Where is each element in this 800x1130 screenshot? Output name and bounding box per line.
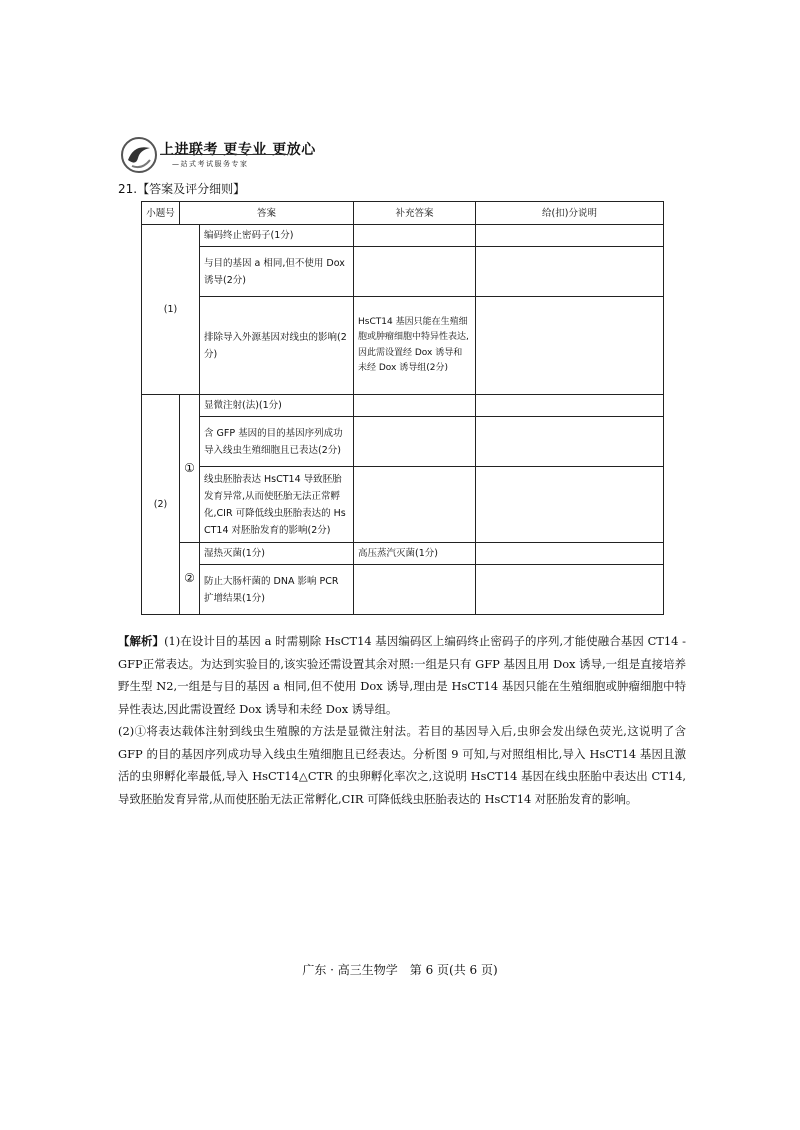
table-row [142,467,664,543]
answer-cell: 湿热灭菌(1分) [200,543,354,565]
note-cell [476,543,664,565]
brand-tagline: —站式考试服务专家 [172,160,249,168]
note-cell [476,247,664,297]
logo-swirl-icon [120,136,158,174]
page-footer: 广东 · 高三生物学 第 6 页(共 6 页) [302,963,498,977]
answer-cell: 线虫胚胎表达 HsCT14 导致胚胎发育异常,从而使胚胎无法正常孵化,CIR 可降低线虫胚胎表达的 HsCT14 对胚胎发育的影响(2分) [200,467,354,543]
analysis-section [118,630,686,810]
analysis-part-1: (1)在设计目的基因 a 时需剔除 HsCT14 基因编码区上编码终止密码子的序列,才能使融合基因 CT14 - GFP正常表达。为达到实验目的,该实验还需设置其余对照:一组是只有 GFP 基因且用 Dox 诱导,一组是直接培养野生型 N2,一组是与目的基因 a 相同,但不使用 Dox 诱导,理由是 HsCT14 基因只能在生殖细胞或肿瘤细胞中特异性表达,因此需设置经 Dox 诱导和未经 Dox 诱导组。 [118,634,686,716]
part-1-label: (1) [142,225,200,395]
note-cell [476,395,664,417]
analysis-label: 【解析】 [118,634,165,648]
answer-cell: 编码终止密码子(1分) [200,225,354,247]
header-extra: 补充答案 [354,202,476,225]
table-row [142,297,664,395]
table-row [142,225,664,247]
note-cell [476,467,664,543]
extra-cell [354,247,476,297]
question-title: 21.【答案及评分细则】 [118,182,246,196]
answer-cell: 与目的基因 a 相同,但不使用 Dox 诱导(2分) [200,247,354,297]
note-cell [476,417,664,467]
analysis-part-2: (2)①将表达载体注射到线虫生殖腺的方法是显微注射法。若目的基因导入后,虫卵会发出绿色荧光,这说明了含 GFP 的目的基因序列成功导入线虫生殖细胞且已经表达。分析图 9 可知,与对照组相比,导入 HsCT14 基因且激活的虫卵孵化率最低,导入 HsCT14△CTR 的虫卵孵化率次之,这说明 HsCT14 基因在线虫胚胎中表达出 CT14,导致胚胎发育异常,从而使胚胎无法正常孵化,CIR 可降低线虫胚胎表达的 HsCT14 对胚胎发育的影响。 [118,724,686,806]
extra-cell: HsCT14 基因只能在生殖细胞或肿瘤细胞中特异性表达,因此需设置经 Dox 诱导和未经 Dox 诱导组(2分) [354,297,476,395]
part-2-label: (2) [142,395,180,615]
answer-cell: 显微注射(法)(1分) [200,395,354,417]
table-row [142,565,664,615]
note-cell [476,565,664,615]
sub-1-label: ① [180,395,200,543]
header-answer: 答案 [180,202,354,225]
answer-cell: 含 GFP 基因的目的基因序列成功导入线虫生殖细胞且已表达(2分) [200,417,354,467]
header-rule [160,154,288,155]
table-header-row [142,202,664,225]
extra-cell [354,395,476,417]
note-cell [476,225,664,247]
extra-cell [354,417,476,467]
extra-cell [354,225,476,247]
note-cell [476,297,664,395]
extra-cell [354,467,476,543]
table-row [142,543,664,565]
table-row [142,395,664,417]
answer-cell: 排除导入外源基因对线虫的影响(2分) [200,297,354,395]
header-part: 小题号 [142,202,180,225]
table-row [142,247,664,297]
header-logo [120,136,316,176]
sub-2-label: ② [180,543,200,615]
extra-cell: 高压蒸汽灭菌(1分) [354,543,476,565]
answer-table [141,201,664,615]
table-row [142,417,664,467]
brand-name: 上进联考 更专业 更放心 [160,142,316,158]
answer-cell: 防止大肠杆菌的 DNA 影响 PCR 扩增结果(1分) [200,565,354,615]
extra-cell [354,565,476,615]
header-note: 给(扣)分说明 [476,202,664,225]
